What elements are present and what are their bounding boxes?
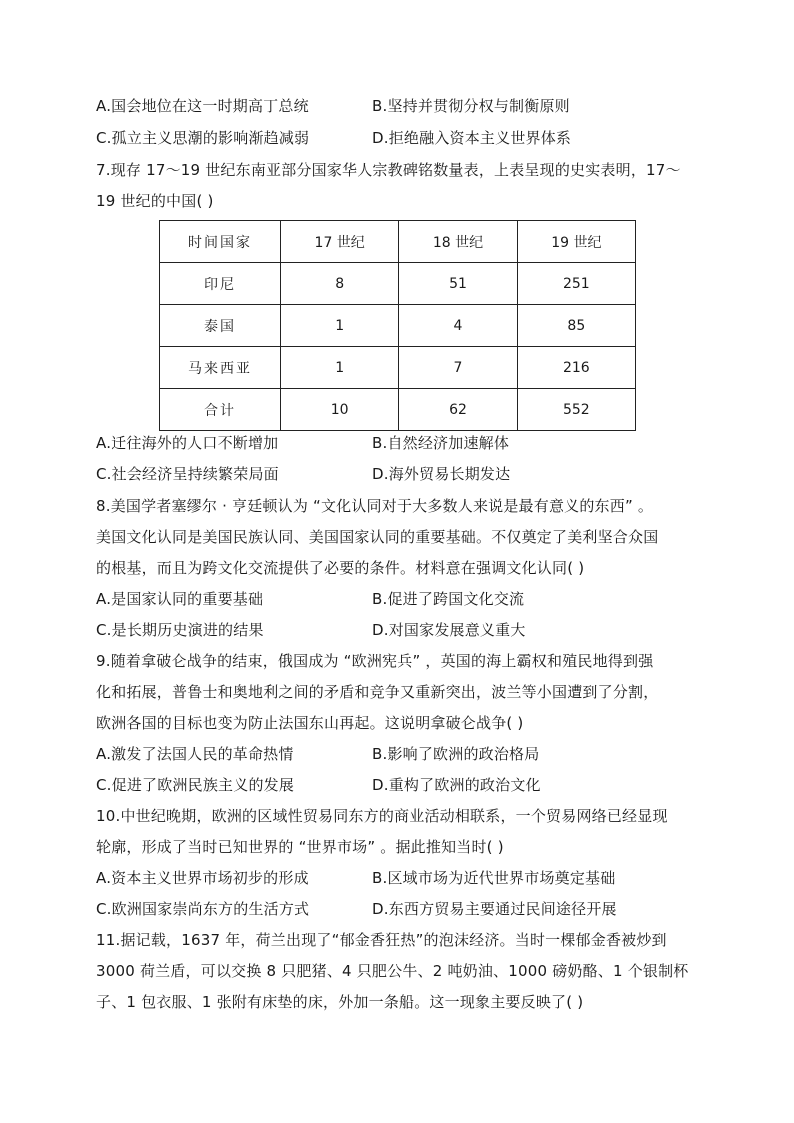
q6-option-c: C.孤立主义思潮的影响渐趋减弱 (96, 129, 310, 147)
q10-option-a: A.资本主义世界市场初步的形成 (96, 869, 309, 887)
q8-stem-line-1: 8.美国学者塞缪尔 · 亨廷顿认为 “文化认同对于大多数人来说是最有意义的东西” 。 (96, 497, 654, 515)
table-cell: 8 (281, 263, 399, 305)
table-cell-total: 合计 (160, 389, 281, 431)
q11-stem-line-3: 子、1 包衣服、1 张附有床垫的床，外加一条船。这一现象主要反映了( ) (96, 993, 584, 1011)
q8-option-b: B.促进了跨国文化交流 (372, 590, 525, 608)
table-cell-country: 印尼 (160, 263, 281, 305)
table-cell-country: 马来西亚 (160, 347, 281, 389)
inscription-count-table (159, 220, 636, 431)
table-cell: 4 (399, 305, 517, 347)
q9-stem-line-2: 化和拓展，普鲁士和奥地利之间的矛盾和竞争又重新突出，波兰等小国遭到了分割， (96, 683, 659, 701)
table-cell: 85 (517, 305, 635, 347)
q7-stem-line-2: 19 世纪的中国( ) (96, 192, 214, 210)
q10-stem-line-2: 轮廓，形成了当时已知世界的 “世界市场” 。据此推知当时( ) (96, 838, 504, 856)
q8-option-c: C.是长期历史演进的结果 (96, 621, 264, 639)
q6-option-b: B.坚持并贯彻分权与制衡原则 (372, 97, 570, 115)
table-row (160, 389, 636, 431)
table-cell: 10 (281, 389, 399, 431)
q7-option-c: C.社会经济呈持续繁荣局面 (96, 465, 279, 483)
table-cell: 62 (399, 389, 517, 431)
q10-option-b: B.区域市场为近代世界市场奠定基础 (372, 869, 616, 887)
table-row (160, 305, 636, 347)
q8-stem-line-3: 的根基，而且为跨文化交流提供了必要的条件。材料意在强调文化认同( ) (96, 559, 585, 577)
q9-stem-line-1: 9.随着拿破仑战争的结束，俄国成为 “欧洲宪兵” ，英国的海上霸权和殖民地得到强 (96, 652, 654, 670)
q7-option-b: B.自然经济加速解体 (372, 434, 510, 452)
q9-option-a: A.激发了法国人民的革命热情 (96, 745, 294, 763)
q6-option-a: A.国会地位在这一时期高丁总统 (96, 97, 309, 115)
table-cell: 552 (517, 389, 635, 431)
table-cell: 7 (399, 347, 517, 389)
q9-option-b: B.影响了欧洲的政治格局 (372, 745, 540, 763)
table-header-cell: 时间国家 (160, 221, 281, 263)
q10-option-d: D.东西方贸易主要通过民间途径开展 (372, 900, 617, 918)
q7-option-d: D.海外贸易长期发达 (372, 465, 511, 483)
q8-stem-line-2: 美国文化认同是美国民族认同、美国国家认同的重要基础。不仅奠定了美利坚合众国 (96, 528, 659, 546)
q10-option-c: C.欧洲国家崇尚东方的生活方式 (96, 900, 310, 918)
q7-option-a: A.迁往海外的人口不断增加 (96, 434, 279, 452)
q7-stem-line-1: 7.现存 17～19 世纪东南亚部分国家华人宗教碑铭数量表，上表呈现的史实表明，17～ (96, 161, 681, 179)
q11-stem-line-1: 11.据记载，1637 年，荷兰出现了“郁金香狂热”的泡沫经济。当时一棵郁金香被炒到 (96, 931, 667, 949)
table-cell: 251 (517, 263, 635, 305)
table-header-cell: 19 世纪 (517, 221, 635, 263)
q10-stem-line-1: 10.中世纪晚期，欧洲的区域性贸易同东方的商业活动相联系，一个贸易网络已经显现 (96, 807, 668, 825)
q8-option-d: D.对国家发展意义重大 (372, 621, 526, 639)
q9-stem-line-3: 欧洲各国的目标也变为防止法国东山再起。这说明拿破仑战争( ) (96, 714, 524, 732)
table-cell: 1 (281, 347, 399, 389)
q9-option-c: C.促进了欧洲民族主义的发展 (96, 776, 295, 794)
table-row (160, 263, 636, 305)
q9-option-d: D.重构了欧洲的政治文化 (372, 776, 541, 794)
table-cell: 1 (281, 305, 399, 347)
q8-option-a: A.是国家认同的重要基础 (96, 590, 264, 608)
table-cell: 216 (517, 347, 635, 389)
table-header-row (160, 221, 636, 263)
q6-option-d: D.拒绝融入资本主义世界体系 (372, 129, 572, 147)
table-header-cell: 17 世纪 (281, 221, 399, 263)
q11-stem-line-2: 3000 荷兰盾，可以交换 8 只肥猪、4 只肥公牛、2 吨奶油、1000 磅奶酪、1 个银制杯 (96, 962, 689, 980)
table-header-cell: 18 世纪 (399, 221, 517, 263)
table-cell: 51 (399, 263, 517, 305)
table-cell-country: 泰国 (160, 305, 281, 347)
table-row (160, 347, 636, 389)
